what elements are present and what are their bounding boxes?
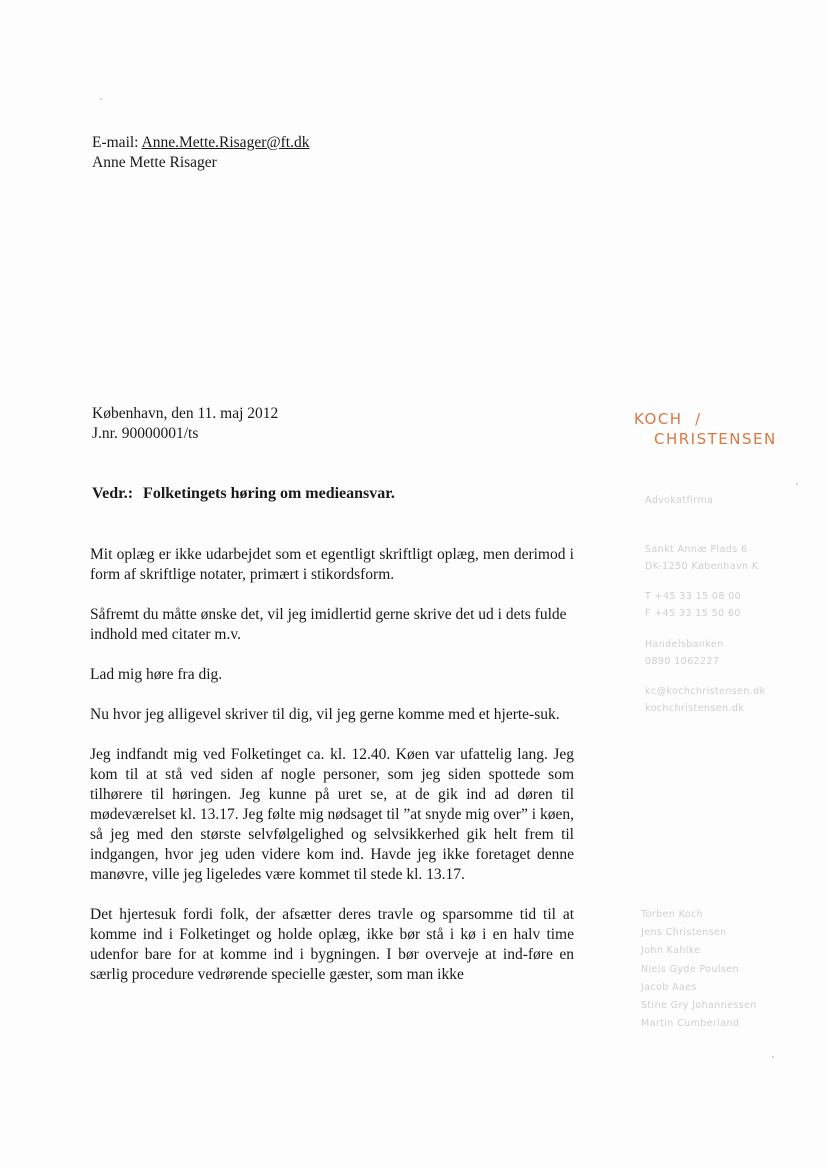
subject-line [92, 485, 612, 503]
web-block [645, 683, 820, 717]
staff-name: Martin Cumberland [641, 1018, 740, 1030]
staff-list [641, 906, 816, 1033]
journal-number: J.nr. 90000001/ts [92, 425, 199, 442]
brand-line-1: KOCH / [634, 410, 702, 428]
brand-logo [634, 409, 777, 449]
subject-label: Vedr.: [92, 485, 134, 502]
speck [100, 98, 102, 100]
bank-block [645, 636, 820, 670]
body-paragraph: Mit oplæg er ikke udarbejdet som et egentligt skriftligt oplæg, men derimod i form af skriftlige notater, primært i stikordsform. [90, 546, 574, 583]
brand-line-2: CHRISTENSEN [654, 430, 777, 448]
staff-name: Niels Gyde Poulsen [641, 963, 739, 975]
phone-line: T +45 33 15 08 00 [645, 591, 742, 602]
speck [796, 483, 798, 485]
email-link[interactable]: Anne.Mette.Risager@ft.dk [141, 134, 310, 151]
subject-text: Folketingets høring om medieansvar. [143, 485, 395, 502]
staff-name: Jens Christensen [641, 927, 727, 939]
dateline-block [92, 404, 492, 444]
body-paragraph: Lad mig høre fra dig. [90, 666, 223, 683]
website: kochchristensen.dk [645, 703, 745, 714]
staff-name: John Kahlke [641, 945, 701, 957]
staff-name: Jacob Aaes [641, 981, 697, 993]
recipient-name: Anne Mette Risager [92, 154, 217, 171]
address-line: DK-1250 København K [645, 561, 759, 572]
contact-email: kc@kochchristensen.dk [645, 686, 766, 697]
body-paragraph: Det hjertesuk fordi folk, der afsætter deres travle og sparsomme tid til at komme ind i Folketinget og holde oplæg, ikke bør stå i kø i en halv time udenfor bare for at komme ind i bygningen. I bør overveje at ind-føre en særlig procedure vedrørende specielle gæster, som man ikke [90, 906, 574, 983]
address-line: Sankt Annæ Plads 6 [645, 544, 748, 555]
speck [772, 1056, 774, 1058]
bank-name: Handelsbanken [645, 639, 724, 650]
recipient-block [92, 133, 492, 173]
address-block [645, 541, 820, 575]
body-paragraph: Jeg indfandt mig ved Folketinget ca. kl. 12.40. Køen var ufattelig lang. Jeg kom til at stå ved siden af nogle personer, som jeg siden spottede som tilhørere til høringen. Jeg kunne på uret se, at de gik ind ad døren til mødeværelset kl. 13.17. Jeg følte mig nødsaget til ”at snyde mig over” i køen, så jeg med den største selvfølgelighed og selvsikkerhed gik helt frem til indgangen, hvor jeg uden videre kom ind. Havde jeg ikke foretaget denne manøvre, ville jeg ligeledes være kommet til stede kl. 13.17. [90, 746, 574, 883]
staff-name: Torben Koch [641, 909, 704, 920]
firm-type: Advokatfirma [645, 495, 714, 506]
staff-name: Stine Gry Johannessen [641, 1000, 757, 1012]
fax-line: F +45 33 15 50 60 [645, 608, 741, 619]
bank-account: 0890 1062227 [645, 656, 720, 667]
email-line [92, 133, 492, 153]
body-paragraph: Nu hvor jeg alligevel skriver til dig, vil jeg gerne komme med et hjerte-suk. [90, 706, 560, 723]
body-paragraph: Såfremt du måtte ønske det, vil jeg imidlertid gerne skrive det ud i dets fulde indhold med citater m.v. [90, 606, 567, 643]
phone-block [645, 588, 820, 622]
place-date: København, den 11. maj 2012 [92, 405, 279, 422]
email-label: E-mail: [92, 134, 139, 151]
letter-body [90, 545, 574, 1005]
